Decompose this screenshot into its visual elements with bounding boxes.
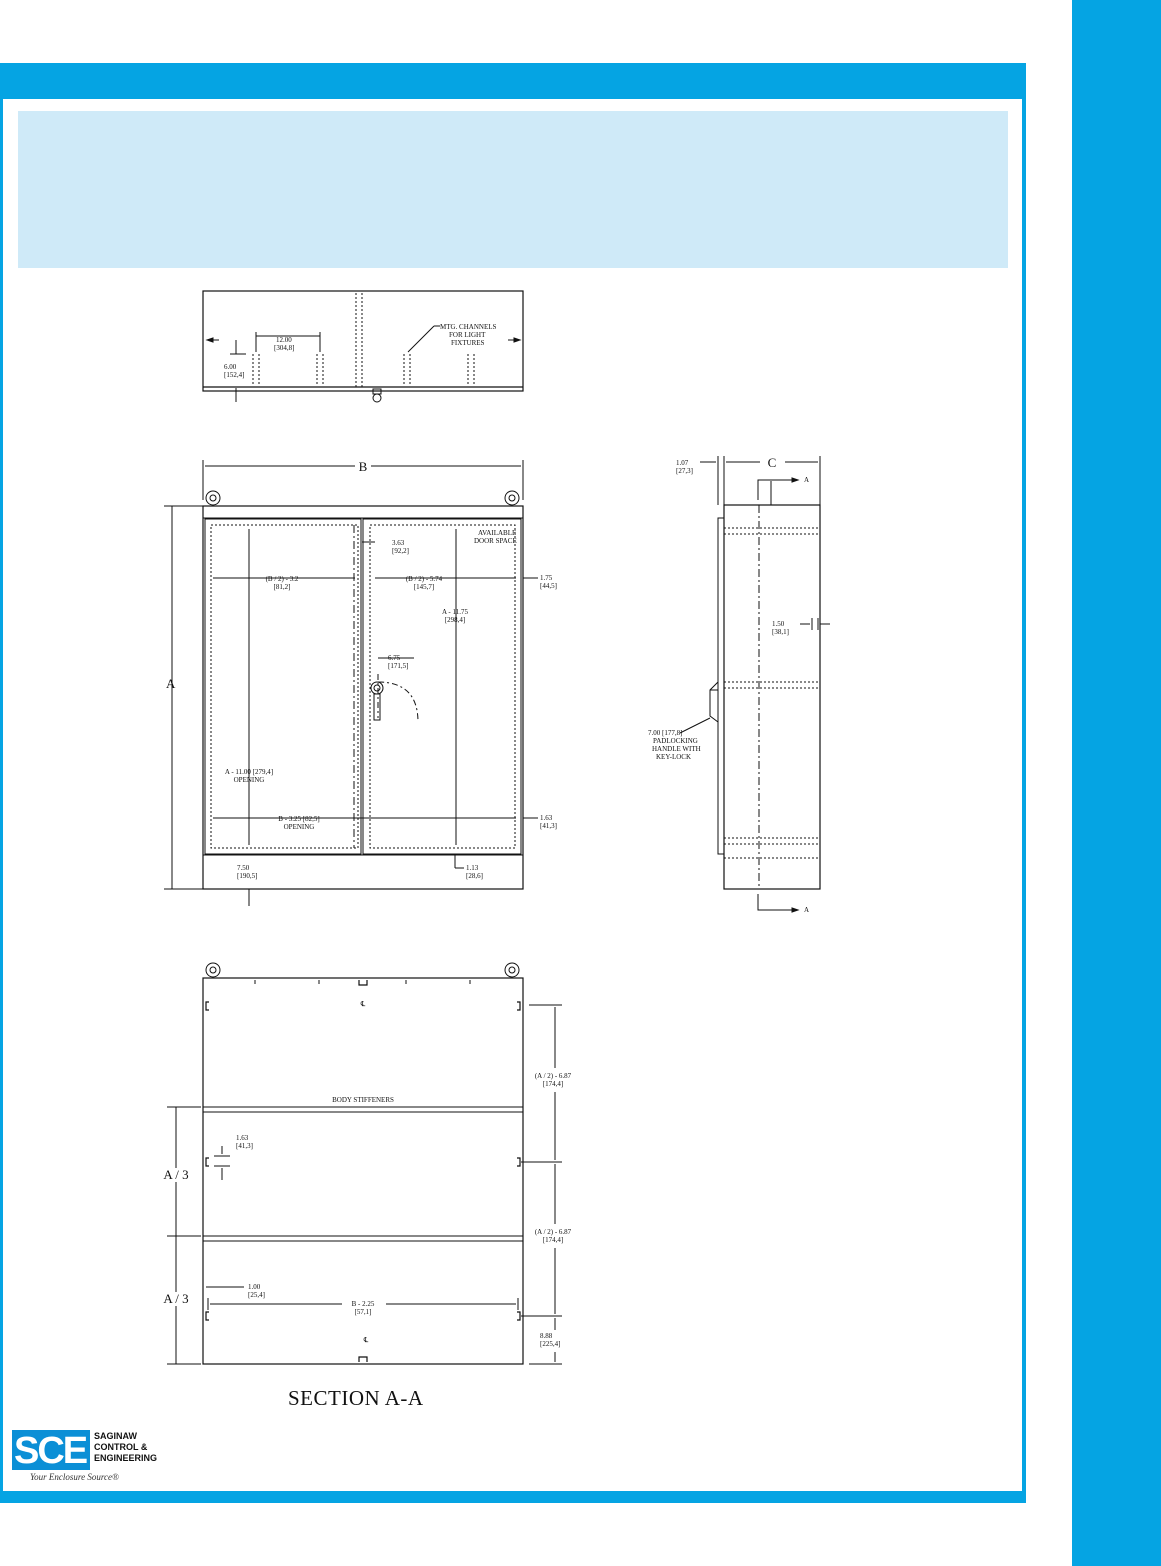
dim-right-height-mm: [298,4] bbox=[444, 616, 466, 624]
section-title: SECTION A-A bbox=[288, 1386, 424, 1410]
dim-100-mm: [25,4] bbox=[248, 1291, 265, 1299]
channels-note-2: FOR LIGHT bbox=[449, 331, 486, 339]
handle-note-1: 7.00 [177,8] bbox=[648, 729, 683, 737]
centerline-top: ℄ bbox=[360, 1000, 366, 1008]
handle-note-4: KEY-LOCK bbox=[656, 753, 691, 761]
dim-half-a-upper-mm: [174,4] bbox=[542, 1080, 564, 1088]
channels-note-1: MTG. CHANNELS bbox=[440, 323, 497, 331]
logo-name-line-2: CONTROL & bbox=[94, 1442, 148, 1452]
logo-tagline: Your Enclosure Source® bbox=[30, 1472, 119, 1482]
dim-half-a-lower: (A / 2) - 6.87 bbox=[534, 1228, 572, 1236]
logo-company-name bbox=[94, 1431, 174, 1464]
sce-logo bbox=[12, 1430, 162, 1486]
dim-113: 1.13 bbox=[466, 864, 479, 872]
logo-mark: SCE bbox=[14, 1430, 87, 1472]
channels-note-3: FIXTURES bbox=[451, 339, 485, 347]
dim-163: 1.63 bbox=[540, 814, 553, 822]
top-height-dim: 6.00 bbox=[224, 363, 237, 371]
dim-150: 1.50 bbox=[772, 620, 785, 628]
dim-b-minus-mm: [57,1] bbox=[354, 1308, 372, 1316]
top-height-dim-mm: [152,4] bbox=[224, 371, 245, 379]
dim-half-a-upper: (A / 2) - 6.87 bbox=[534, 1072, 572, 1080]
dim-675: 6.75 bbox=[388, 654, 401, 662]
dim-left-width: (B / 2) - 3.2 bbox=[265, 575, 299, 583]
dim-163-mm: [41,3] bbox=[540, 822, 557, 830]
depth-label-c: C bbox=[767, 455, 777, 470]
front-view bbox=[164, 459, 557, 906]
handle-note-3: HANDLE WITH bbox=[652, 745, 701, 753]
body-stiffeners-label: BODY STIFFENERS bbox=[332, 1096, 394, 1104]
dim-right-height: A - 11.75 bbox=[442, 608, 468, 616]
dim-right-width: (B / 2) - 5.74 bbox=[405, 575, 443, 583]
top-view bbox=[203, 291, 523, 402]
dim-opening-height-label: OPENING bbox=[233, 776, 265, 784]
section-view bbox=[160, 963, 572, 1364]
dim-opening-height: A - 11.00 [279,4] bbox=[224, 768, 274, 776]
dim-750: 7.50 bbox=[237, 864, 250, 872]
dim-363-mm: [92,2] bbox=[392, 547, 409, 555]
top-spacing-dim-mm: [304,8] bbox=[274, 344, 295, 352]
width-label-b: B bbox=[358, 459, 368, 474]
logo-name-line-3: ENGINEERING bbox=[94, 1453, 158, 1463]
dim-half-a-lower-mm: [174,4] bbox=[542, 1236, 564, 1244]
dim-175: 1.75 bbox=[540, 574, 553, 582]
dim-100: 1.00 bbox=[248, 1283, 261, 1291]
dim-right-width-mm: [145,7] bbox=[413, 583, 435, 591]
logo-name-line-1: SAGINAW bbox=[94, 1431, 138, 1441]
dim-175-mm: [44,5] bbox=[540, 582, 557, 590]
handle-note-2: PADLOCKING bbox=[653, 737, 698, 745]
logo-mark-box bbox=[12, 1430, 90, 1470]
a-third-upper: A / 3 bbox=[163, 1167, 189, 1182]
section-dim-163: 1.63 bbox=[236, 1134, 249, 1142]
dim-opening-width-label: OPENING bbox=[283, 823, 315, 831]
door-space-1: AVAILABLE bbox=[478, 529, 517, 537]
centerline-bottom: ℄ bbox=[363, 1336, 369, 1344]
dim-888-mm: [225,4] bbox=[540, 1340, 561, 1348]
dim-363: 3.63 bbox=[392, 539, 405, 547]
dim-b-minus: B - 2.25 bbox=[351, 1300, 375, 1308]
dim-107-mm: [27,3] bbox=[676, 467, 693, 475]
section-marker-top: A bbox=[804, 476, 810, 484]
dim-113-mm: [28,6] bbox=[466, 872, 483, 880]
height-label-a: A bbox=[166, 676, 176, 691]
top-spacing-dim: 12.00 bbox=[276, 336, 292, 344]
section-marker-bottom: A bbox=[804, 906, 810, 914]
dim-left-width-mm: [81,2] bbox=[273, 583, 291, 591]
dim-opening-width: B - 3.25 [82,5] bbox=[278, 815, 320, 823]
dim-107: 1.07 bbox=[676, 459, 689, 467]
dim-750-mm: [190,5] bbox=[237, 872, 258, 880]
door-space-2: DOOR SPACE bbox=[474, 537, 517, 545]
side-view bbox=[648, 455, 830, 914]
dim-888: 8.88 bbox=[540, 1332, 553, 1340]
dim-675-mm: [171,5] bbox=[388, 662, 409, 670]
section-dim-163-mm: [41,3] bbox=[236, 1142, 253, 1150]
a-third-lower: A / 3 bbox=[163, 1291, 189, 1306]
dim-150-mm: [38,1] bbox=[772, 628, 789, 636]
